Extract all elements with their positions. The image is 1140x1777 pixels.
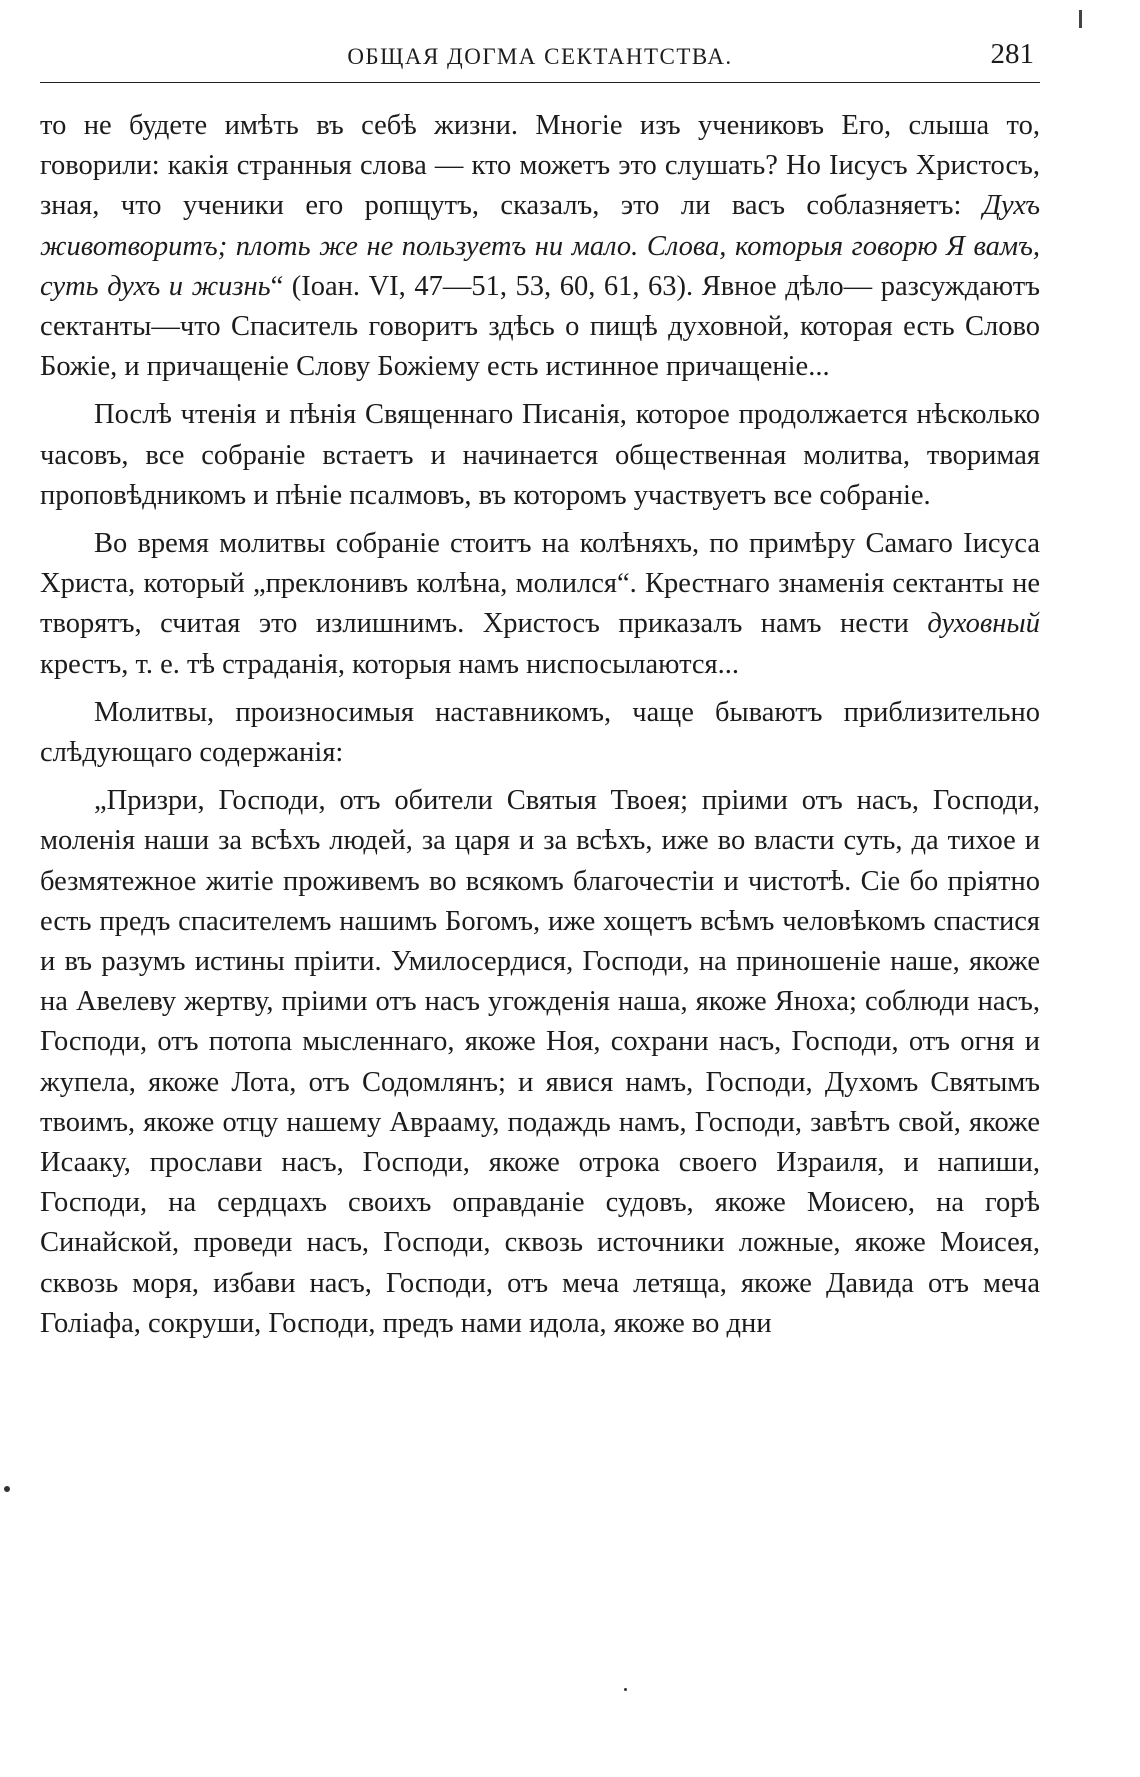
paragraph-p3: [40, 524, 1040, 685]
italic-quote: духовный: [927, 608, 1040, 640]
paragraph-p4: [40, 693, 1040, 773]
text-segment: крестъ, т. е. тѣ страданія, которыя намъ ниспосылаются...: [40, 648, 740, 680]
paragraph-p5: [40, 781, 1040, 1344]
paragraph-p2: [40, 395, 1040, 516]
body-text: [40, 106, 1040, 1344]
margin-speck: [4, 1486, 10, 1492]
text-segment: Послѣ чтенія и пѣнія Священнаго Писанія, которое продолжается нѣсколько часовъ, все собраніе встаетъ и начинается общественная молитва, творимая проповѣдникомъ и пѣніе псалмовъ, въ которомъ участвуетъ все собраніе.: [40, 399, 1040, 511]
italic-quote: Духъ животворитъ; плоть же не пользуетъ ни мало. Слова, которыя говорю Я вамъ, суть духъ и жизнь: [40, 190, 1040, 302]
margin-mark: [1079, 10, 1082, 28]
page-number: 281: [990, 38, 1034, 70]
running-header: [40, 38, 1040, 86]
text-segment: Молитвы, произносимыя наставникомъ, чаще бываютъ приблизительно слѣдующаго содержанія:: [40, 696, 1040, 769]
text-segment: “ (Іоан. VI, 47—51, 53, 60, 61, 63). Явное дѣло— разсуждаютъ сектанты—что Спаситель говоритъ здѣсь о пищѣ духовной, которая есть Слово Божіе, и причащеніе Слову Божіему есть истинное причащеніе...: [40, 270, 1040, 383]
paragraph-p1: [40, 106, 1040, 387]
text-segment: Во время молитвы собраніе стоитъ на колѣняхъ, по примѣру Самаго Іисуса Христа, который „преклонивъ колѣна, молился“. Крестнаго знаменія сектанты не творятъ, считая это излишнимъ. Христосъ приказалъ намъ нести: [40, 528, 1040, 640]
print-speck: [624, 1688, 627, 1691]
book-page: [40, 38, 1040, 1344]
running-title: ОБЩАЯ ДОГМА СЕКТАНТСТВА.: [347, 44, 733, 69]
header-rule: [40, 82, 1040, 83]
text-segment: то не будете имѣть въ себѣ жизни. Многіе изъ учениковъ Его, слыша то, говорили: какія странныя слова — кто можетъ это слушать? Но Іисусъ Христосъ, зная, что ученики его ропщутъ, сказалъ, это ли васъ соблазняетъ:: [40, 110, 1040, 222]
text-segment: „Призри, Господи, отъ обители Святыя Твоея; пріими отъ насъ, Господи, моленія наши за всѣхъ людей, за царя и за всѣхъ, иже во власти суть, да тихое и безмятежное житіе проживемъ во всякомъ благочестіи и чистотѣ. Сіе бо пріятно есть предъ спасителемъ нашимъ Богомъ, иже хощетъ всѣмъ человѣкомъ спастися и въ разумъ истины пріити. Умилосердися, Господи, на приношеніе наше, якоже на Авелеву жертву, пріими отъ насъ угожденія наша, якоже Яноха; соблюди насъ, Господи, отъ потопа мысленнаго, якоже Ноя, сохрани насъ, Господи, отъ огня и жупела, якоже Лота, отъ Содомлянъ; и явися намъ, Господи, Духомъ Святымъ твоимъ, якоже отцу нашему Аврааму, подаждь намъ, Господи, завѣтъ свой, якоже Исааку, прослави насъ, Господи, якоже отрока своего Израиля, и напиши, Господи, на сердцахъ своихъ оправданіе судовъ, якоже Моисею, на горѣ Синайской, проведи насъ, Господи, сквозь источники ложные, якоже Моисея, сквозь моря, избави насъ, Господи, отъ меча летяща, якоже Давида отъ меча Голіафа, сокруши, Господи, предъ нами идола, якоже во дни: [40, 785, 1040, 1339]
